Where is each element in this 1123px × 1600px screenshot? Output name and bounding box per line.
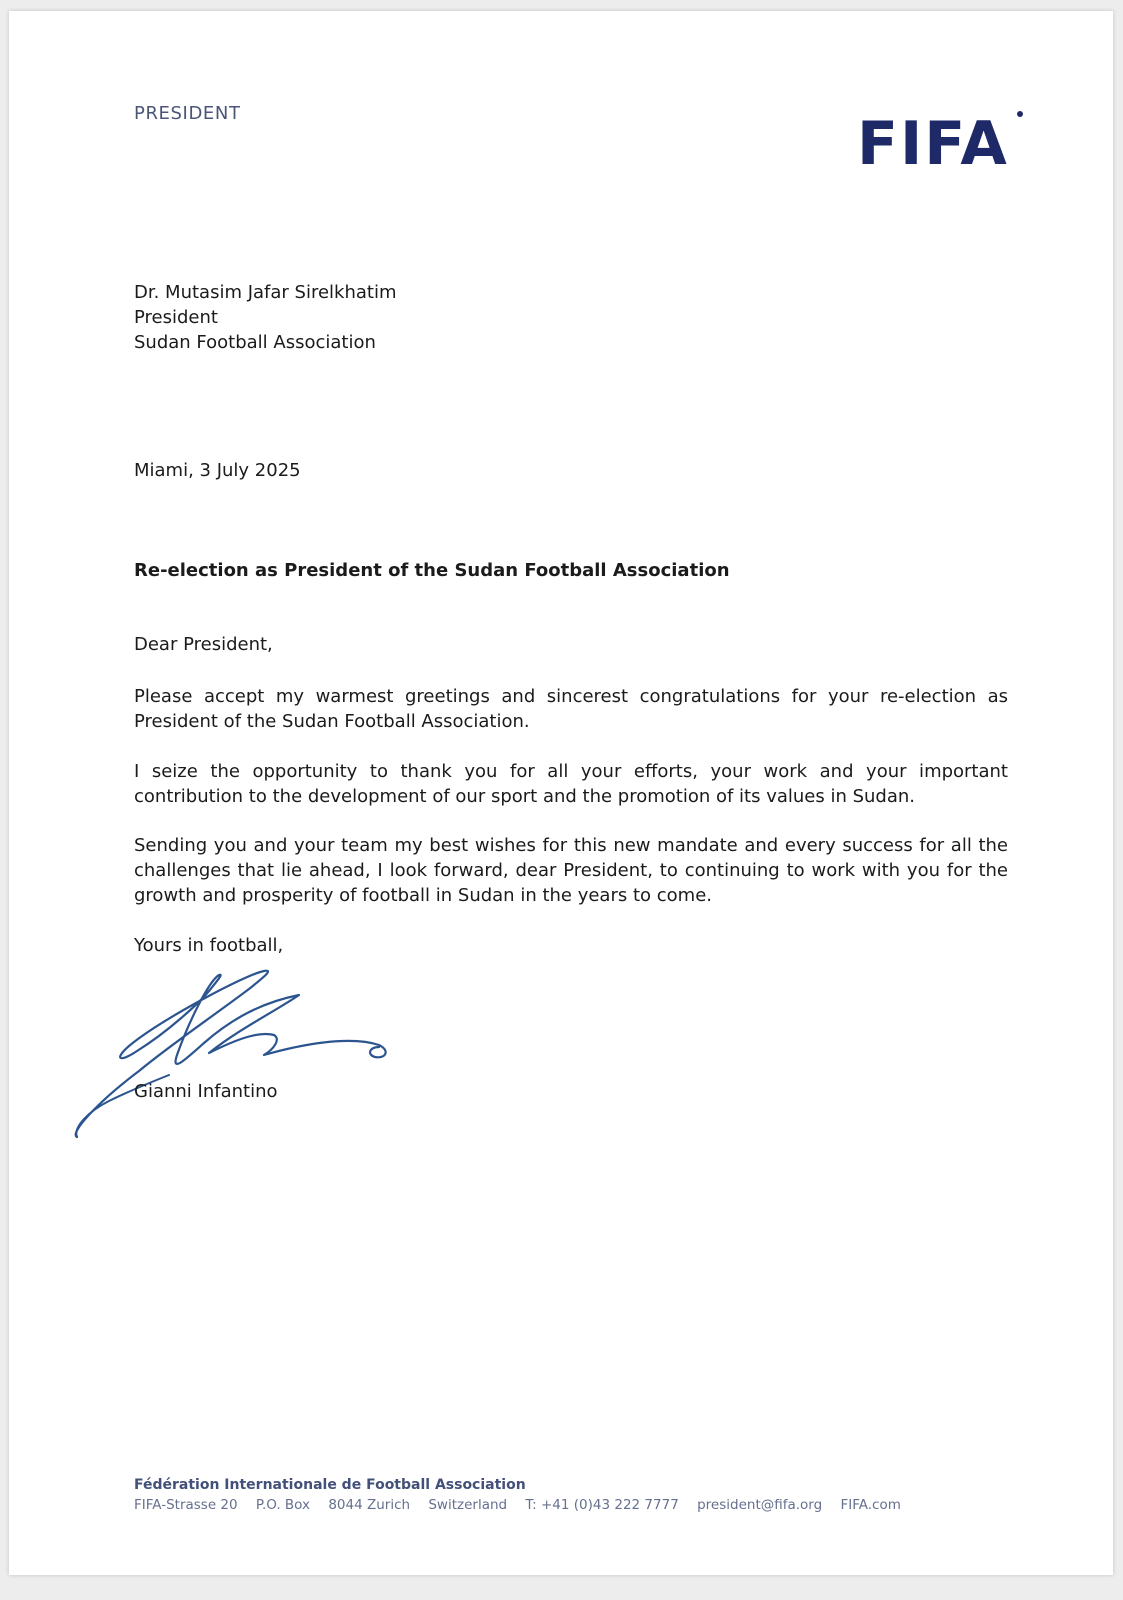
footer-phone: T: +41 (0)43 222 7777: [525, 1497, 679, 1513]
date-line: Miami, 3 July 2025: [134, 460, 301, 481]
footer-email[interactable]: president@fifa.org: [697, 1497, 823, 1513]
salutation: Dear President,: [134, 634, 273, 655]
fifa-logo: [857, 103, 1027, 171]
body-paragraph-2: I seize the opportunity to thank you for all your efforts, your work and your important contribution to the development of our sport and the promotion of its values in Sudan.: [134, 761, 1008, 807]
header-label: PRESIDENT: [134, 103, 241, 124]
footer-street: FIFA-Strasse 20: [134, 1497, 238, 1513]
handwritten-signature: [59, 951, 399, 1141]
recipient-title: President: [134, 307, 218, 328]
fifa-logo-text: FIFA: [857, 109, 1009, 171]
letter-page: [9, 11, 1113, 1575]
recipient-block: [134, 280, 397, 355]
signer-name: Gianni Infantino: [134, 1081, 278, 1102]
closing: Yours in football,: [134, 935, 284, 956]
footer-po-box: P.O. Box: [255, 1497, 311, 1513]
recipient-organization: Sudan Football Association: [134, 332, 376, 353]
footer-city: 8044 Zurich: [328, 1497, 411, 1513]
footer-website[interactable]: FIFA.com: [840, 1497, 901, 1513]
logo-registered-mark: [1017, 111, 1023, 117]
footer-organization: Fédération Internationale de Football Association: [134, 1477, 526, 1493]
subject-line: Re-election as President of the Sudan Football Association: [134, 560, 730, 581]
footer-contact-line: [134, 1497, 915, 1513]
footer-country: Switzerland: [428, 1497, 508, 1513]
signature-stroke-main: [76, 971, 386, 1137]
body-paragraph-3: Sending you and your team my best wishes for this new mandate and every success for all the challenges that lie ahead, I look forward, dear President, to continuing to work with you for the growth and prosperity of football in Sudan in the years to come.: [134, 835, 1008, 906]
recipient-name: Dr. Mutasim Jafar Sirelkhatim: [134, 282, 397, 303]
body-paragraph-1: Please accept my warmest greetings and sincerest congratulations for your re-election as President of the Sudan Football Association.: [134, 686, 1008, 732]
